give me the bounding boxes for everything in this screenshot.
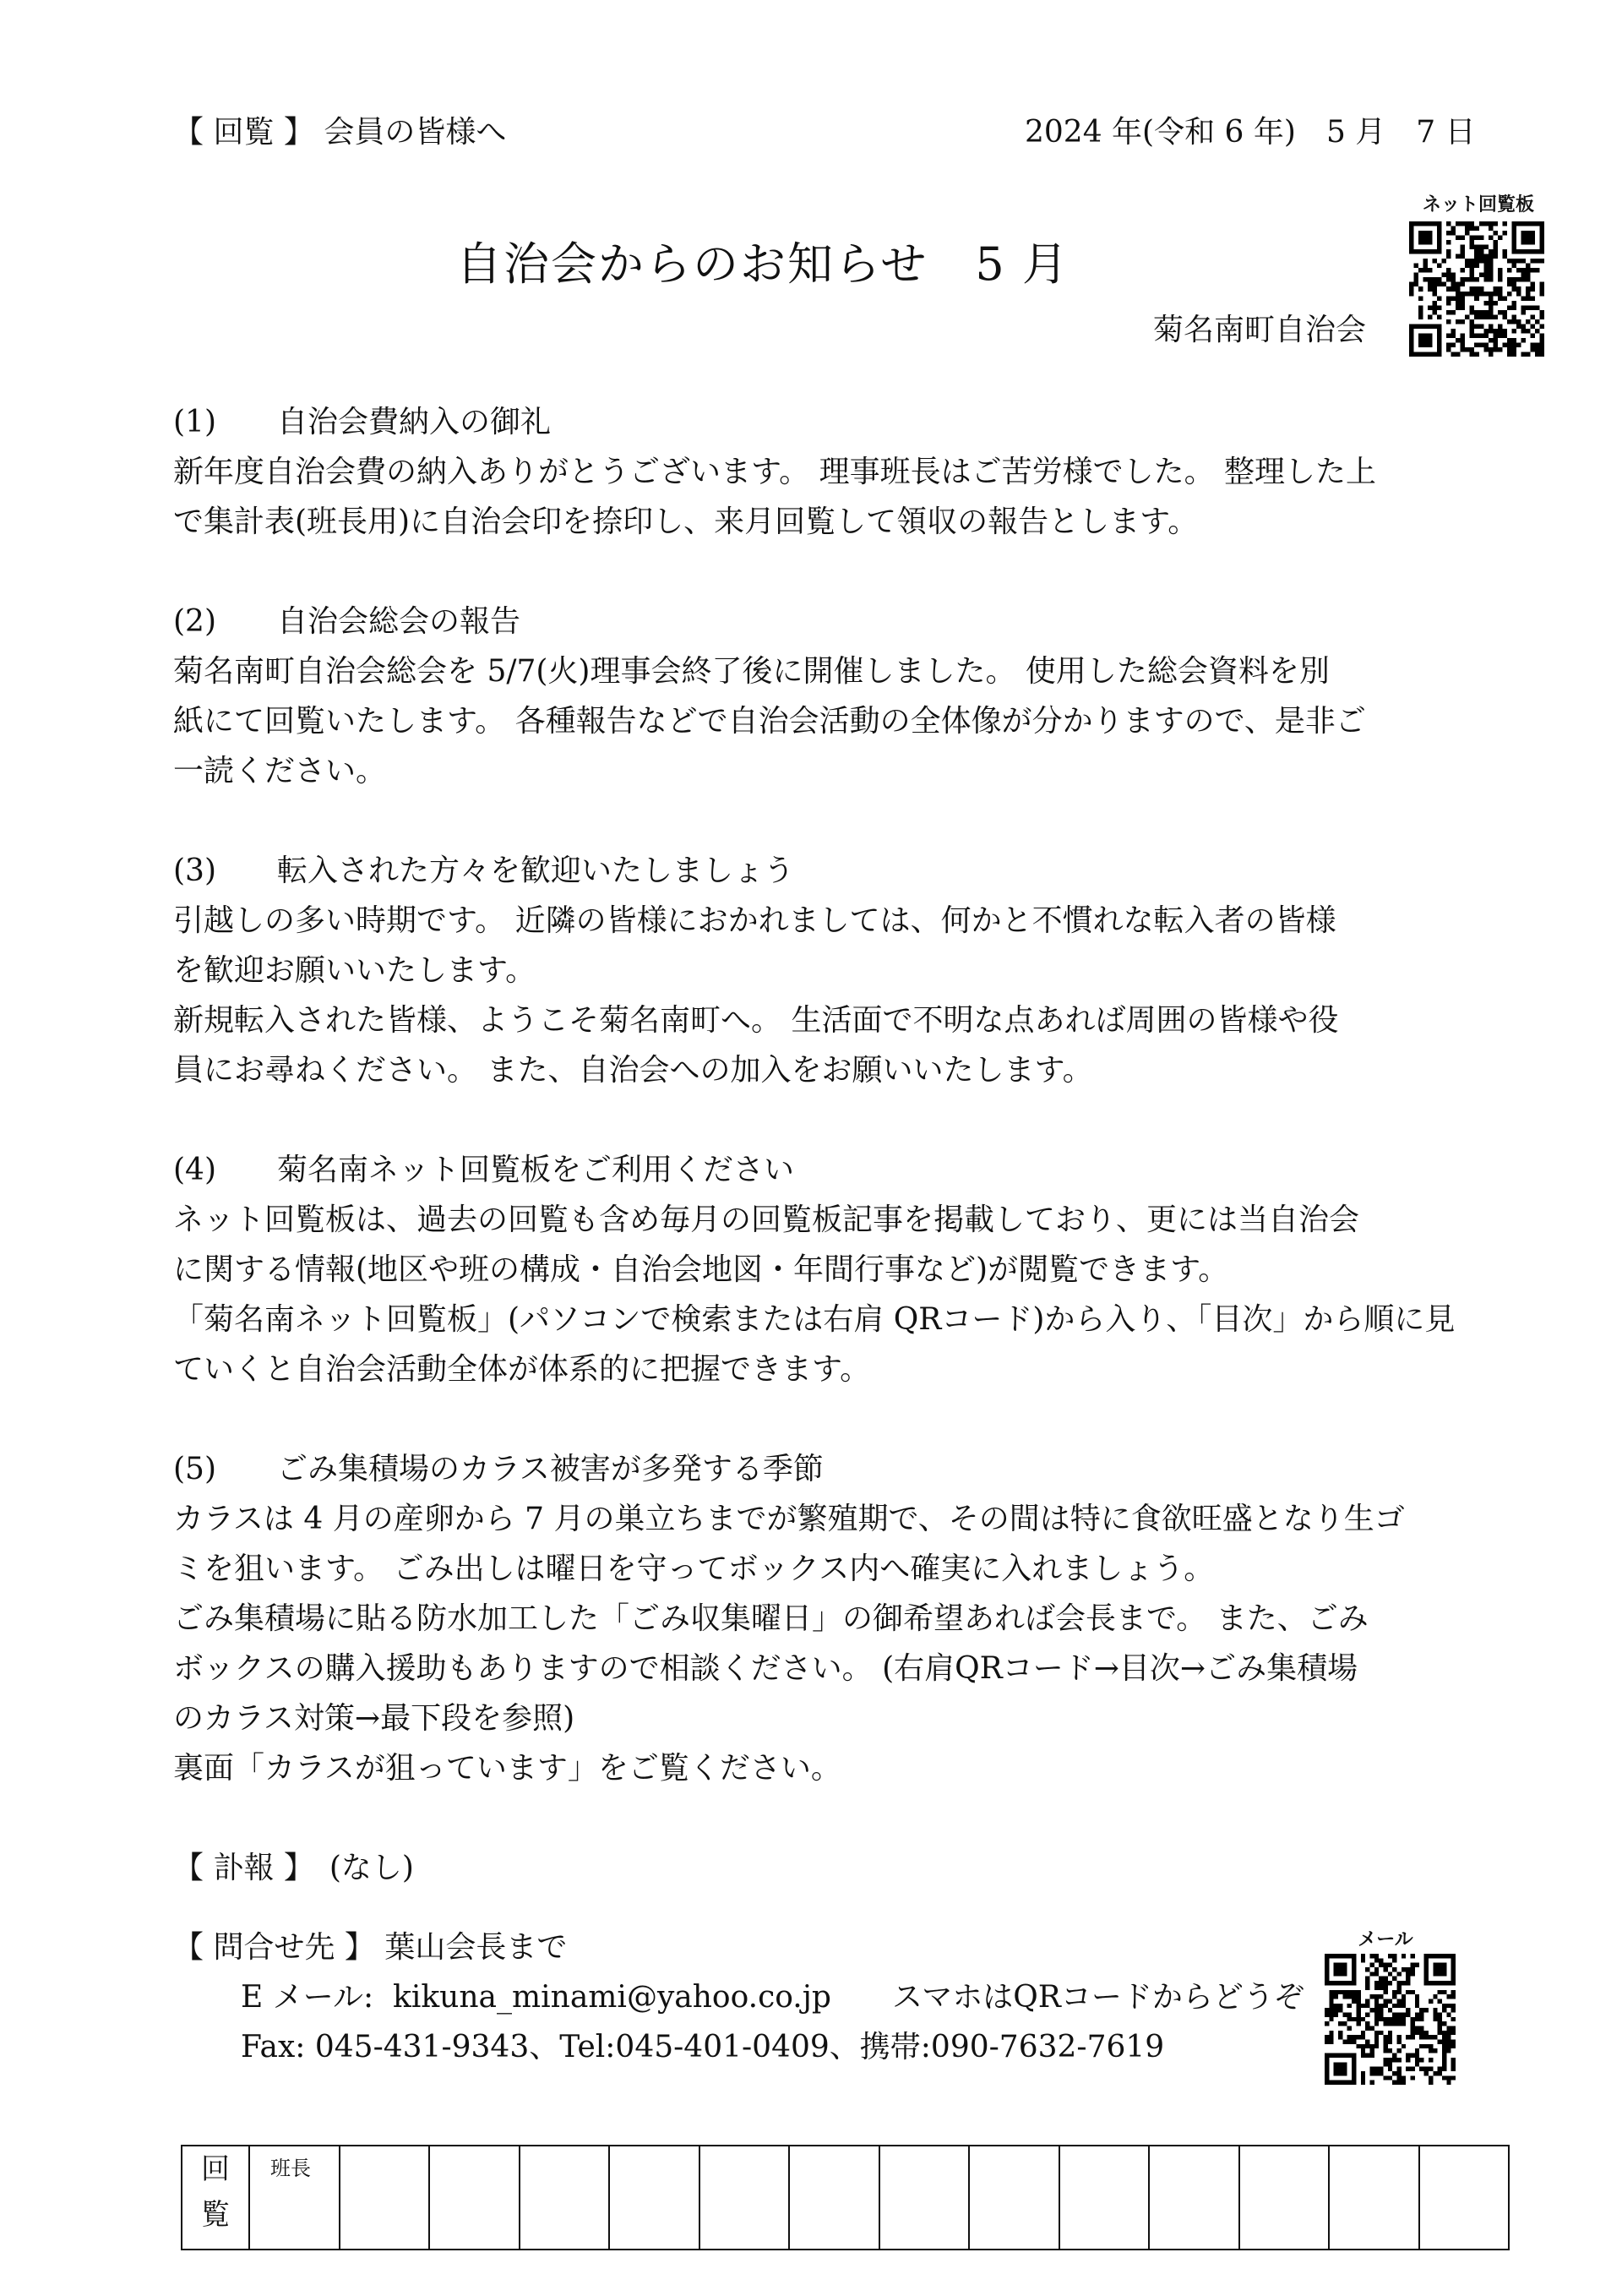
qr-code-icon[interactable]: [1325, 1954, 1456, 2085]
stamp-cell[interactable]: [879, 2146, 970, 2250]
section-line: 一読ください。: [173, 754, 387, 788]
stamp-cell-leader[interactable]: 班長: [249, 2146, 340, 2250]
stamp-cell[interactable]: [699, 2146, 790, 2250]
stamp-cell[interactable]: [969, 2146, 1059, 2250]
contact-email-line[interactable]: E メール: kikuna_minami@yahoo.co.jp スマホはQRコードからどうぞ: [241, 1980, 1304, 2015]
section-line: ボックスの購入援助もありますので相談ください。 (右肩QRコード→目次→ごみ集積場: [173, 1651, 1358, 1686]
obituary-text: 【 訃報 】 (なし): [173, 1851, 414, 1885]
circulation-label-bottom: 覧: [201, 2198, 230, 2232]
section-heading: (1) 自治会費納入の御礼: [173, 405, 551, 439]
stamp-cell[interactable]: [1329, 2146, 1419, 2250]
qr-code-icon[interactable]: [1409, 221, 1544, 357]
section-heading: (3) 転入された方々を歓迎いたしましょう: [173, 854, 794, 888]
section-line: ミを狙います。 ごみ出しは曜日を守ってボックス内へ確実に入れましょう。: [173, 1552, 1215, 1586]
header-circular-label: 【 回覧 】 会員の皆様へ: [173, 115, 507, 150]
section-line: で集計表(班長用)に自治会印を捺印し、来月回覧して領収の報告とします。: [173, 504, 1199, 539]
section-line: 員にお尋ねください。 また、自治会への加入をお願いいたします。: [173, 1053, 1093, 1088]
section-line: ていくと自治会活動全体が体系的に把握できます。: [173, 1352, 871, 1387]
obituary-section: [173, 1843, 1508, 1893]
section-line: 「菊名南ネット回覧板」(パソコンで検索または右肩 QRコード)から入り、「目次」から順に見: [173, 1302, 1456, 1337]
qr-top-caption: ネット回覧板: [1422, 194, 1534, 215]
stamp-cell[interactable]: [789, 2146, 879, 2250]
section-heading: (2) 自治会総会の報告: [173, 604, 520, 639]
circulation-label-top: 回: [201, 2152, 230, 2186]
header-date: 2024 年(令和 6 年) 5 月 7 日: [1025, 115, 1476, 150]
section-line: 引越しの多い時期です。 近隣の皆様におかれましては、何かと不慣れな転入者の皆様: [173, 903, 1336, 938]
qr-bottom-caption: メール: [1358, 1929, 1413, 1950]
section-1: [173, 397, 1508, 547]
circulation-label: [182, 2146, 249, 2250]
organization-name: 菊名南町自治会: [1153, 313, 1367, 347]
circulation-stamp-table: [181, 2145, 1510, 2250]
stamp-cell[interactable]: [1239, 2146, 1330, 2250]
stamp-cell[interactable]: [1059, 2146, 1150, 2250]
section-line: 新年度自治会費の納入ありがとうございます。 理事班長はご苦労様でした。 整理した上: [173, 455, 1377, 489]
section-3: [173, 846, 1508, 1095]
section-heading: (5) ごみ集積場のカラス被害が多発する季節: [173, 1452, 824, 1486]
section-line: に関する情報(地区や班の構成・自治会地図・年間行事など)が閲覧できます。: [173, 1252, 1229, 1287]
section-line: のカラス対策→最下段を参照): [173, 1701, 575, 1736]
section-4: [173, 1145, 1508, 1394]
stamp-cell[interactable]: [340, 2146, 430, 2250]
notice-body: [173, 397, 1508, 1943]
section-line: 新規転入された皆様、ようこそ菊名南町へ。 生活面で不明な点あれば周囲の皆様や役: [173, 1003, 1339, 1038]
section-2: [173, 597, 1508, 796]
stamp-cell[interactable]: [609, 2146, 699, 2250]
stamp-cell[interactable]: [1419, 2146, 1510, 2250]
section-line: カラスは 4 月の産卵から 7 月の巣立ちまでが繁殖期で、その間は特に食欲旺盛となり生ゴ: [173, 1502, 1405, 1536]
section-line: 裏面「カラスが狙っています」をご覧ください。: [173, 1751, 841, 1786]
page-title: 自治会からのお知らせ 5 月: [456, 237, 1070, 291]
section-line: を歓迎お願いいたします。: [173, 953, 536, 988]
contact-block: [173, 1922, 1356, 2072]
section-line: ネット回覧板は、過去の回覧も含め毎月の回覧板記事を掲載しており、更には当自治会: [173, 1203, 1360, 1237]
stamp-cell[interactable]: [429, 2146, 520, 2250]
contact-phone-line: Fax: 045-431-9343、Tel:045-401-0409、携帯:090-7632-7619: [241, 2030, 1165, 2064]
stamp-cell[interactable]: [1149, 2146, 1239, 2250]
section-heading: (4) 菊名南ネット回覧板をご利用ください: [173, 1153, 794, 1187]
stamp-cell[interactable]: [520, 2146, 610, 2250]
section-line: 菊名南町自治会総会を 5/7(火)理事会終了後に開催しました。 使用した総会資料を別: [173, 654, 1330, 689]
contact-heading: 【 問合せ先 】 葉山会長まで: [173, 1930, 568, 1965]
section-line: 紙にて回覧いたします。 各種報告などで自治会活動の全体像が分かりますので、是非ご: [173, 704, 1366, 739]
section-line: ごみ集積場に貼る防水加工した「ごみ収集曜日」の御希望あれば会長まで。 また、ごみ: [173, 1601, 1369, 1636]
section-5: [173, 1444, 1508, 1793]
